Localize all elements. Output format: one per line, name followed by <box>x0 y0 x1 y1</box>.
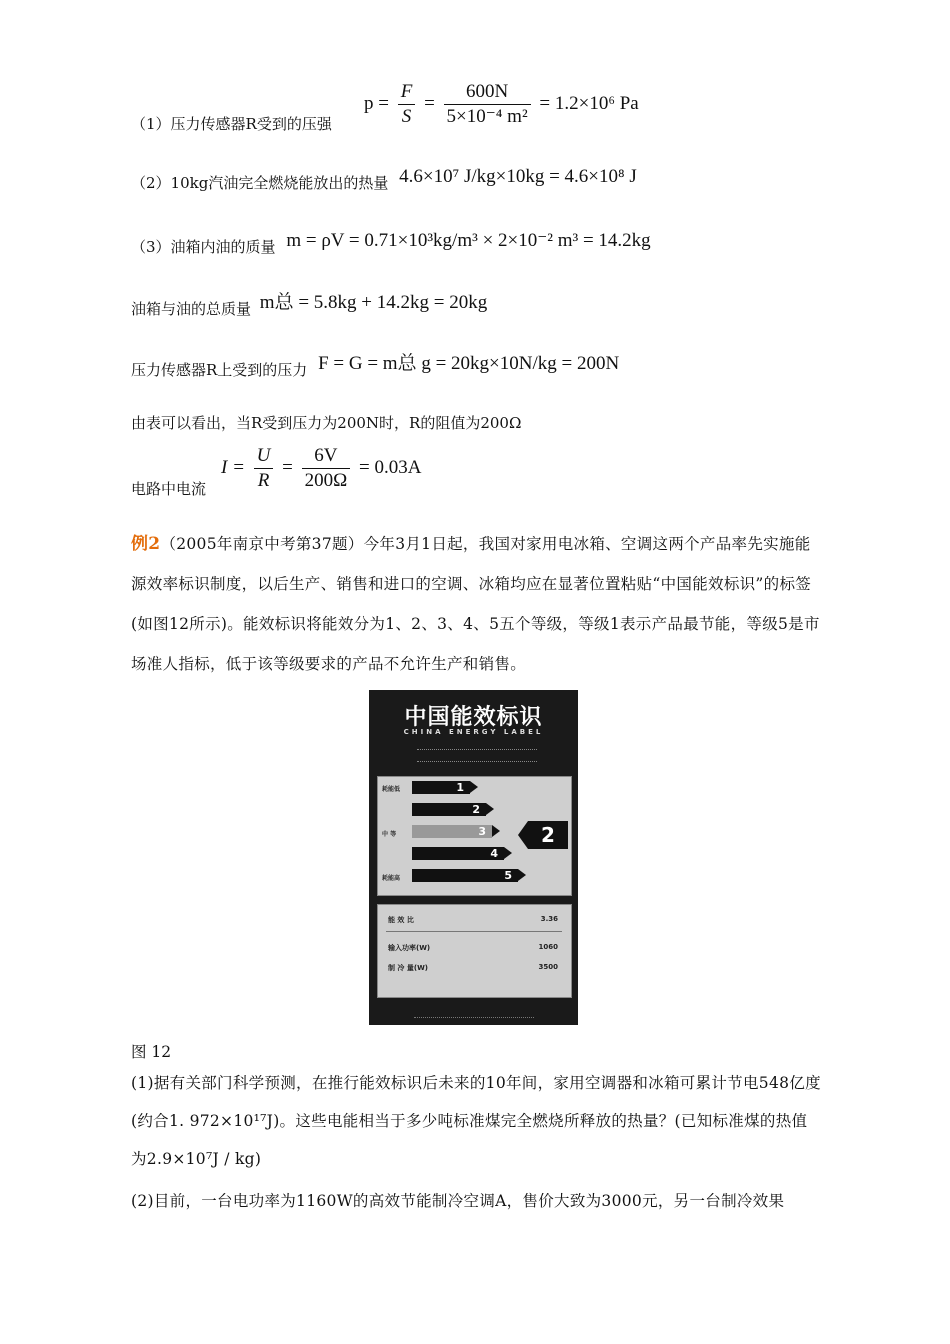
force-label: 压力传感器R上受到的压力 <box>131 361 308 379</box>
grade-bar-4: 4 <box>412 847 504 860</box>
cooling-value: 3500 <box>538 963 558 971</box>
high-consumption-label: 耗能高 <box>382 875 401 882</box>
step1-formula <box>364 80 639 129</box>
current-equals: = <box>282 456 293 478</box>
power-label: 输入功率(W) <box>388 944 431 952</box>
ratio-label: 能 效 比 <box>388 916 414 924</box>
force-row <box>131 348 620 379</box>
step2-formula: 4.6×10⁷ J/kg×10kg = 4.6×10⁸ J <box>399 166 637 187</box>
grade-bar-5: 5 <box>412 869 518 882</box>
force-over-area <box>398 80 416 129</box>
label-info-line-2 <box>417 754 537 762</box>
value-numerator: 600N <box>444 80 531 105</box>
total-mass-formula: m总 = 5.8kg + 14.2kg = 20kg <box>259 292 488 313</box>
question-2: (2)目前，一台电功率为1160W的高效节能制冷空调A，售价大致为3000元，另一台制冷效果 <box>131 1192 785 1210</box>
stats-divider <box>386 931 562 932</box>
grade-panel <box>377 776 572 896</box>
f-numerator: F <box>398 80 416 105</box>
energy-label-subtitle: CHINA ENERGY LABEL <box>403 728 544 736</box>
step1-label: （1）压力传感器R受到的压强 <box>131 115 332 133</box>
medium-label: 中 等 <box>382 831 397 838</box>
grade-bar-1: 1 <box>412 781 470 794</box>
current-formula <box>221 444 421 493</box>
r-denominator: R <box>257 470 270 491</box>
example2-label: 例2 <box>131 534 161 554</box>
grade-bar-3: 3 <box>412 825 492 838</box>
ratio-value: 3.36 <box>540 915 558 923</box>
s-denominator: S <box>401 106 412 127</box>
figure-caption: 图 12 <box>131 1043 172 1061</box>
u-numerator: U <box>254 444 274 469</box>
step3-row <box>131 229 651 256</box>
resistance-denominator: 200Ω <box>304 470 348 491</box>
u-over-r <box>254 444 274 493</box>
current-value-fraction <box>302 444 351 493</box>
power-value: 1060 <box>538 943 558 951</box>
step3-formula: m = ρV = 0.71×10³kg/m³ × 2×10⁻² m³ = 14.2kg <box>286 230 651 251</box>
current-grade-indicator: 2 <box>528 821 568 849</box>
current-result: = 0.03A <box>358 456 422 478</box>
step3-label: （3）油箱内油的质量 <box>131 238 276 256</box>
table-note: 由表可以看出，当R受到压力为200N时，R的阻值为200Ω <box>131 414 522 432</box>
value-denominator: 5×10⁻⁴ m² <box>446 106 528 127</box>
grade-bar-2: 2 <box>412 803 486 816</box>
pressure-symbol: p = <box>364 92 389 114</box>
energy-label-title: 中国能效标识 <box>404 705 543 730</box>
step1-equals: = <box>424 92 435 114</box>
value-fraction <box>444 80 531 129</box>
low-consumption-label: 耗能低 <box>382 786 401 793</box>
current-label: 电路中电流 <box>131 480 207 498</box>
question-1: (1)据有关部门科学预测，在推行能效标识后未来的10年间，家用空调器和冰箱可累计节电548亿度(约合1. 972×10¹⁷J)。这些电能相当于多少吨标准煤完全燃烧所释放的热量？(已知标准煤的热值为2.9×10⁷J / kg) <box>131 1074 821 1168</box>
step2-row <box>131 166 637 192</box>
power-row <box>388 943 558 953</box>
example2-text: （2005年南京中考第37题）今年3月1日起，我国对家用电冰箱、空调这两个产品率先实施能源效率标识制度，以后生产、销售和进口的空调、冰箱均应在显著位置粘贴“中国能效标识”的标签(如图12所示)。能效标识将能效分为1、2、3、4、5五个等级，等级1表示产品最节能，等级5是市场准人指标，低于该等级要求的产品不允许生产和销售。 <box>131 535 820 673</box>
cooling-label: 制 冷 量(W) <box>388 964 428 972</box>
current-symbol: I = <box>221 456 245 478</box>
label-footer-line <box>414 1017 534 1019</box>
force-formula: F = G = m总 g = 20kg×10N/kg = 200N <box>318 353 620 374</box>
cooling-row <box>388 963 558 973</box>
step2-label: （2）10kg汽油完全燃烧能放出的热量 <box>131 174 389 192</box>
ratio-row <box>388 915 558 925</box>
total-mass-row <box>131 287 488 318</box>
energy-label-image <box>369 690 578 1025</box>
example2-paragraph <box>131 524 821 684</box>
step1-result: = 1.2×10⁶ Pa <box>539 92 639 114</box>
voltage-numerator: 6V <box>302 444 351 469</box>
total-mass-label: 油箱与油的总质量 <box>131 300 252 318</box>
stats-panel <box>377 904 572 998</box>
label-info-line-1 <box>417 742 537 750</box>
